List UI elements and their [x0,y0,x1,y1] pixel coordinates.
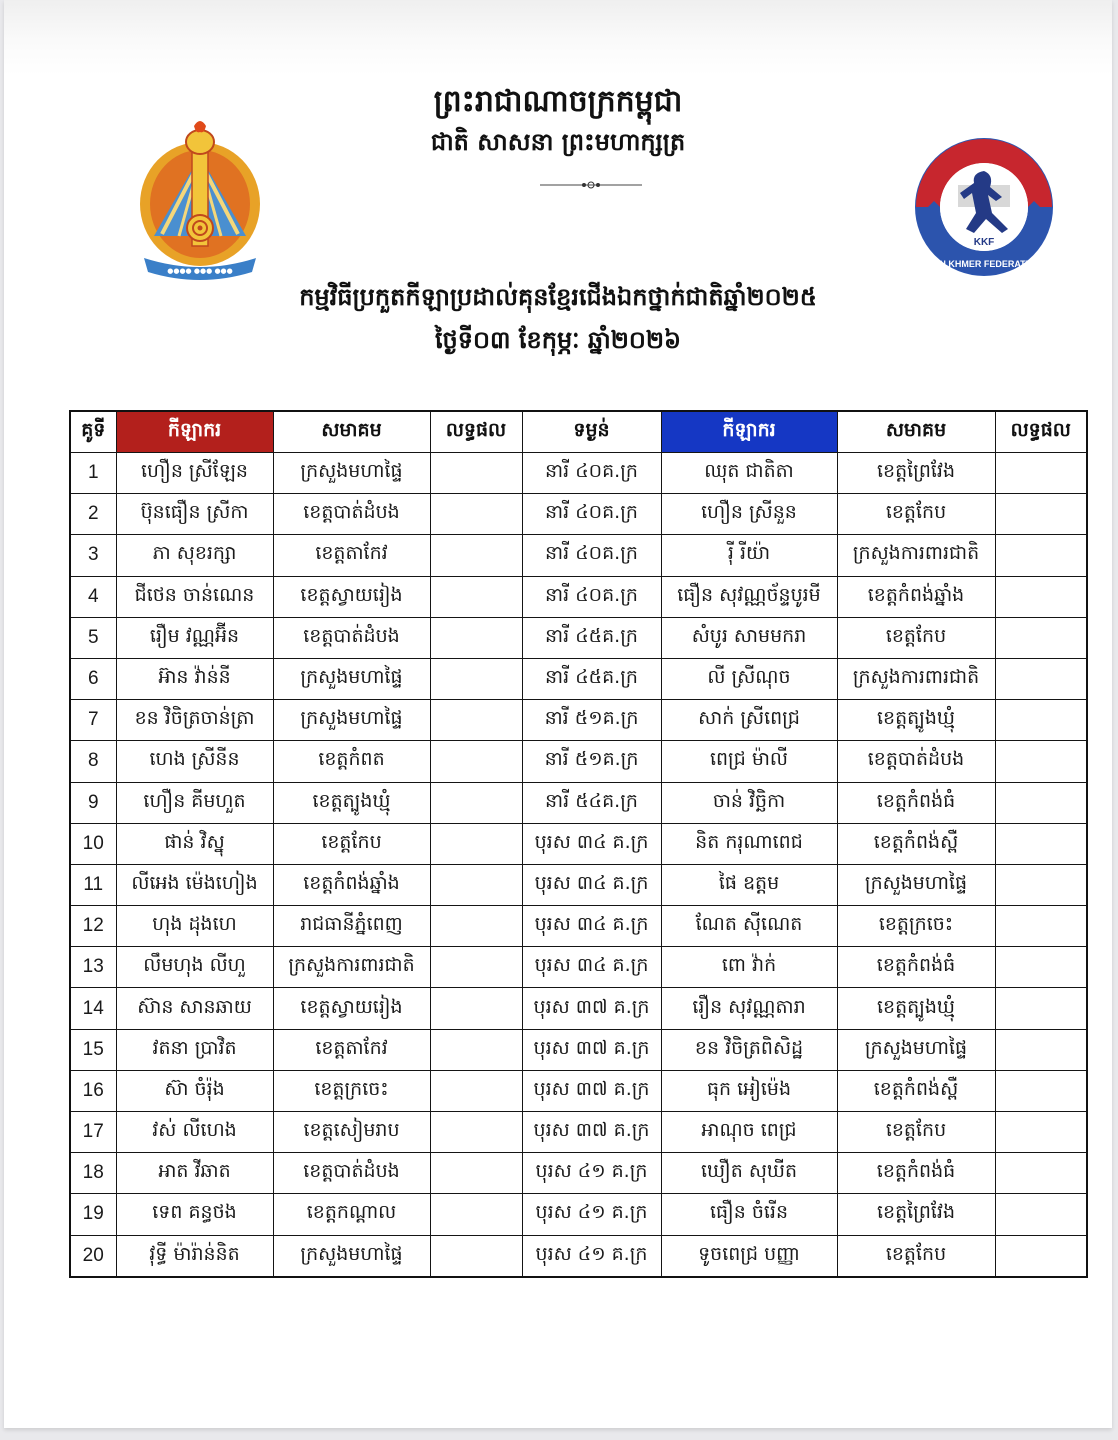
red-fighter-club: ក្រសួងការពារជាតិ [273,947,430,988]
blue-fighter-club: ខេត្តកែប [837,1235,995,1277]
pair-number: 10 [70,823,116,864]
red-fighter-club: ខេត្តតាកែវ [273,535,430,576]
red-result-cell [430,741,522,782]
pair-number: 4 [70,576,116,617]
red-result-cell [430,576,522,617]
red-fighter-name: លឹមហុង លីហួ [116,947,273,988]
red-result-cell [430,947,522,988]
blue-fighter-name: ធឿន សុវណ្ណច័ន្ទបូរមី [661,576,837,617]
red-fighter-club: ខេត្តបាត់ដំបង [273,1153,430,1194]
red-fighter-name: ស៊ា ចំរ៉ុង [116,1070,273,1111]
red-fighter-name: អ៊ាន វ៉ាន់នី [116,658,273,699]
weight-class: នារី ៤០គ.ក្រ [522,494,661,535]
blue-fighter-club: ខេត្តកែប [837,494,995,535]
red-fighter-club: ក្រសួងមហាផ្ទៃ [273,700,430,741]
red-fighter-club: ខេត្តស្វាយរៀង [273,576,430,617]
red-fighter-club: ខេត្តសៀមរាប [273,1112,430,1153]
pair-number: 18 [70,1153,116,1194]
blue-result-cell [995,1112,1087,1153]
table-row [70,1153,1087,1194]
event-date: ថ្ងៃទី០៣ ខែកុម្ភៈ ឆ្នាំ២០២៦ [434,325,682,354]
blue-fighter-club: ក្រសួងការពារជាតិ [837,535,995,576]
weight-class: បុរស ៣៧ គ.ក្រ [522,1029,661,1070]
blue-fighter-name: រ៉ី រីយ៉ា [661,535,837,576]
red-fighter-club: ក្រសួងមហាផ្ទៃ [273,453,430,494]
red-fighter-name: ហឿន ស្រីឡែន [116,453,273,494]
pair-number: 19 [70,1194,116,1235]
header-pair-no: គូទី [70,411,116,453]
blue-result-cell [995,1235,1087,1277]
pair-number: 9 [70,782,116,823]
ornament-divider-icon [540,180,642,190]
red-result-cell [430,782,522,823]
motto-heading: ជាតិ សាសនា ព្រះមហាក្សត្រ [430,127,686,156]
blue-fighter-club: ខេត្តកែប [837,1112,995,1153]
red-result-cell [430,494,522,535]
header-red-result: លទ្ធផល [430,411,522,453]
blue-fighter-club: ខេត្តព្រៃវែង [837,453,995,494]
weight-class: បុរស ៣៤ គ.ក្រ [522,947,661,988]
blue-fighter-club: ក្រសួងមហាផ្ទៃ [837,1029,995,1070]
red-fighter-club: ខេត្តកែប [273,823,430,864]
header-blue-result: លទ្ធផល [995,411,1087,453]
red-result-cell [430,453,522,494]
table-row [70,741,1087,782]
pair-number: 3 [70,535,116,576]
blue-fighter-club: ខេត្តកំពង់ធំ [837,782,995,823]
red-fighter-name: វតនា ប្រាវិត [116,1029,273,1070]
blue-fighter-club: ក្រសួងមហាផ្ទៃ [837,864,995,905]
blue-fighter-name: សាក់ ស្រីពេជ្រ [661,700,837,741]
red-result-cell [430,1235,522,1277]
table-row [70,1070,1087,1111]
blue-result-cell [995,1194,1087,1235]
table-row [70,453,1087,494]
blue-fighter-name: ទូចពេជ្រ បញ្ញា [661,1235,837,1277]
svg-text:KKF: KKF [973,237,995,248]
red-fighter-name: វស់ លីហេង [116,1112,273,1153]
red-fighter-club: ក្រសួងមហាផ្ទៃ [273,658,430,699]
blue-fighter-name: ឃឿត សុឃីត [661,1153,837,1194]
table-row [70,906,1087,947]
red-fighter-name: ប៊ុនធឿន ស្រីកា [116,494,273,535]
table-row [70,823,1087,864]
blue-fighter-club: ខេត្តកំពង់ស្ពឺ [837,1070,995,1111]
blue-fighter-club: ខេត្តកំពង់ធំ [837,1153,995,1194]
weight-class: នារី ៤០គ.ក្រ [522,453,661,494]
pair-number: 14 [70,988,116,1029]
table-row [70,658,1087,699]
pair-number: 16 [70,1070,116,1111]
blue-fighter-club: ខេត្តក្រចេះ [837,906,995,947]
red-fighter-name: ទេព គន្ធថង [116,1194,273,1235]
red-result-cell [430,535,522,576]
blue-fighter-name: សំបូរ សាមមករា [661,617,837,658]
weight-class: បុរស ៣៧ គ.ក្រ [522,988,661,1029]
blue-result-cell [995,700,1087,741]
blue-result-cell [995,1029,1087,1070]
blue-fighter-club: ខេត្តត្បូងឃ្មុំ [837,700,995,741]
blue-result-cell [995,535,1087,576]
table-row [70,576,1087,617]
blue-result-cell [995,494,1087,535]
table-row [70,782,1087,823]
red-result-cell [430,658,522,699]
blue-fighter-name: រឿន សុវណ្ណតារា [661,988,837,1029]
blue-fighter-name: ចាន់ វិច្ឆិកា [661,782,837,823]
red-fighter-name: ខន វិចិត្រចាន់ត្រា [116,700,273,741]
blue-fighter-name: ឈុត ជាតិតា [661,453,837,494]
table-row [70,617,1087,658]
pair-number: 5 [70,617,116,658]
red-fighter-club: ខេត្តកំពត [273,741,430,782]
table-row [70,494,1087,535]
weight-class: បុរស ៣៤ គ.ក្រ [522,906,661,947]
weight-class: នារី ៤០គ.ក្រ [522,576,661,617]
red-result-cell [430,1153,522,1194]
red-fighter-club: ខេត្តកណ្ដាល [273,1194,430,1235]
match-schedule-table [69,410,1088,1278]
table-row [70,988,1087,1029]
pair-number: 13 [70,947,116,988]
red-fighter-name: លីអេង ម៉េងហៀង [116,864,273,905]
red-fighter-name: ហឿន គីមហួត [116,782,273,823]
weight-class: បុរស ៤១ គ.ក្រ [522,1235,661,1277]
red-result-cell [430,1112,522,1153]
table-row [70,535,1087,576]
weight-class: បុរស ៣៤ គ.ក្រ [522,823,661,864]
kun-khmer-federation-logo-icon [914,137,1054,277]
red-fighter-club: ខេត្តត្បូងឃ្មុំ [273,782,430,823]
pair-number: 11 [70,864,116,905]
blue-fighter-club: ខេត្តព្រៃវែង [837,1194,995,1235]
red-result-cell [430,906,522,947]
red-fighter-name: ផាន់ វិស្នុ [116,823,273,864]
blue-fighter-name: លី ស្រីណុច [661,658,837,699]
red-fighter-name: វុទ្ធី ម៉ារ៉ាន់និត [116,1235,273,1277]
weight-class: នារី ៤៥គ.ក្រ [522,617,661,658]
red-result-cell [430,823,522,864]
red-result-cell [430,1029,522,1070]
weight-class: នារី ៥១គ.ក្រ [522,700,661,741]
red-fighter-name: ហុង ដុងហេ [116,906,273,947]
blue-result-cell [995,988,1087,1029]
blue-fighter-name: ផៃ ឧត្តម [661,864,837,905]
header-weight: ទម្ងន់ [522,411,661,453]
document-page [4,0,1112,1428]
red-result-cell [430,700,522,741]
red-fighter-club: ខេត្តបាត់ដំបង [273,494,430,535]
blue-fighter-club: ខេត្តកែប [837,617,995,658]
blue-fighter-club: ខេត្តត្បូងឃ្មុំ [837,988,995,1029]
blue-fighter-name: ពេជ្រ ម៉ាលី [661,741,837,782]
red-fighter-club: ខេត្តបាត់ដំបង [273,617,430,658]
blue-result-cell [995,864,1087,905]
blue-result-cell [995,576,1087,617]
blue-fighter-club: ខេត្តកំពង់ស្ពឺ [837,823,995,864]
table-row [70,1235,1087,1277]
blue-result-cell [995,741,1087,782]
pair-number: 20 [70,1235,116,1277]
blue-result-cell [995,1153,1087,1194]
blue-fighter-club: ខេត្តបាត់ដំបង [837,741,995,782]
table-row [70,864,1087,905]
table-row [70,700,1087,741]
pair-number: 2 [70,494,116,535]
red-fighter-name: ភា សុខរក្សា [116,535,273,576]
pair-number: 7 [70,700,116,741]
red-fighter-club: ខេត្តកំពង់ឆ្នាំង [273,864,430,905]
red-result-cell [430,864,522,905]
weight-class: នារី ៤៥គ.ក្រ [522,658,661,699]
pair-number: 8 [70,741,116,782]
blue-result-cell [995,617,1087,658]
table-row [70,1029,1087,1070]
red-fighter-club: ខេត្តក្រចេះ [273,1070,430,1111]
event-title: កម្មវិធីប្រកួតកីឡាប្រដាល់គុនខ្មែរជើងឯកថ្នាក់ជាតិឆ្នាំ២០២៥ [299,282,817,311]
red-fighter-name: អាត វីឆាត [116,1153,273,1194]
blue-fighter-name: អាណុច ពេជ្រ [661,1112,837,1153]
red-result-cell [430,1194,522,1235]
blue-fighter-club: ខេត្តកំពង់ឆ្នាំង [837,576,995,617]
red-result-cell [430,1070,522,1111]
pair-number: 12 [70,906,116,947]
red-fighter-name: ស៊ាន សានឆាយ [116,988,273,1029]
red-fighter-club: ក្រសួងមហាផ្ទៃ [273,1235,430,1277]
table-row [70,947,1087,988]
pair-number: 6 [70,658,116,699]
svg-text:●●●● ●●● ●●●: ●●●● ●●● ●●● [167,267,233,275]
blue-fighter-club: ខេត្តកំពង់ធំ [837,947,995,988]
pair-number: 1 [70,453,116,494]
kingdom-heading: ព្រះរាជាណាចក្រកម្ពុជា [433,84,683,119]
table-row [70,1112,1087,1153]
red-result-cell [430,988,522,1029]
pair-number: 15 [70,1029,116,1070]
header-blue-fighter: កីឡាករ [661,411,837,453]
weight-class: បុរស ៣៤ គ.ក្រ [522,864,661,905]
red-fighter-club: ខេត្តតាកែវ [273,1029,430,1070]
svg-text:KUN KHMER FEDERATION: KUN KHMER FEDERATION [926,259,1042,269]
blue-result-cell [995,947,1087,988]
red-fighter-club: ខេត្តស្វាយរៀង [273,988,430,1029]
table-body [70,453,1087,1277]
red-fighter-name: ហេង ស្រីនីន [116,741,273,782]
weight-class: បុរស ៣៧ គ.ក្រ [522,1112,661,1153]
header-blue-club: សមាគម [837,411,995,453]
blue-fighter-name: ណែត ស៊ីណេត [661,906,837,947]
blue-fighter-club: ក្រសួងការពារជាតិ [837,658,995,699]
blue-fighter-name: ពោ វ៉ាក់ [661,947,837,988]
blue-fighter-name: និត ករុណាពេជ [661,823,837,864]
blue-fighter-name: ធុក អៀម៉េង [661,1070,837,1111]
table-row [70,1194,1087,1235]
blue-fighter-name: ធឿន ចំរើន [661,1194,837,1235]
red-fighter-name: ជីថេន ចាន់ណេន [116,576,273,617]
blue-result-cell [995,453,1087,494]
red-fighter-name: រឿម វណ្ណអ៊ីន [116,617,273,658]
blue-fighter-name: ខន វិចិត្រពិសិដ្ឋ [661,1029,837,1070]
header-red-club: សមាគម [273,411,430,453]
header-red-fighter: កីឡាករ [116,411,273,453]
table-header-row [70,411,1087,453]
red-fighter-club: រាជធានីភ្នំពេញ [273,906,430,947]
weight-class: នារី ៥៤គ.ក្រ [522,782,661,823]
weight-class: បុរស ៤១ គ.ក្រ [522,1153,661,1194]
red-result-cell [430,617,522,658]
weight-class: បុរស ៣៧ គ.ក្រ [522,1070,661,1111]
pair-number: 17 [70,1112,116,1153]
blue-result-cell [995,782,1087,823]
blue-result-cell [995,906,1087,947]
weight-class: បុរស ៤១ គ.ក្រ [522,1194,661,1235]
weight-class: នារី ៥១គ.ក្រ [522,741,661,782]
blue-result-cell [995,658,1087,699]
blue-result-cell [995,1070,1087,1111]
blue-fighter-name: ហឿន ស្រីនួន [661,494,837,535]
weight-class: នារី ៤០គ.ក្រ [522,535,661,576]
blue-result-cell [995,823,1087,864]
